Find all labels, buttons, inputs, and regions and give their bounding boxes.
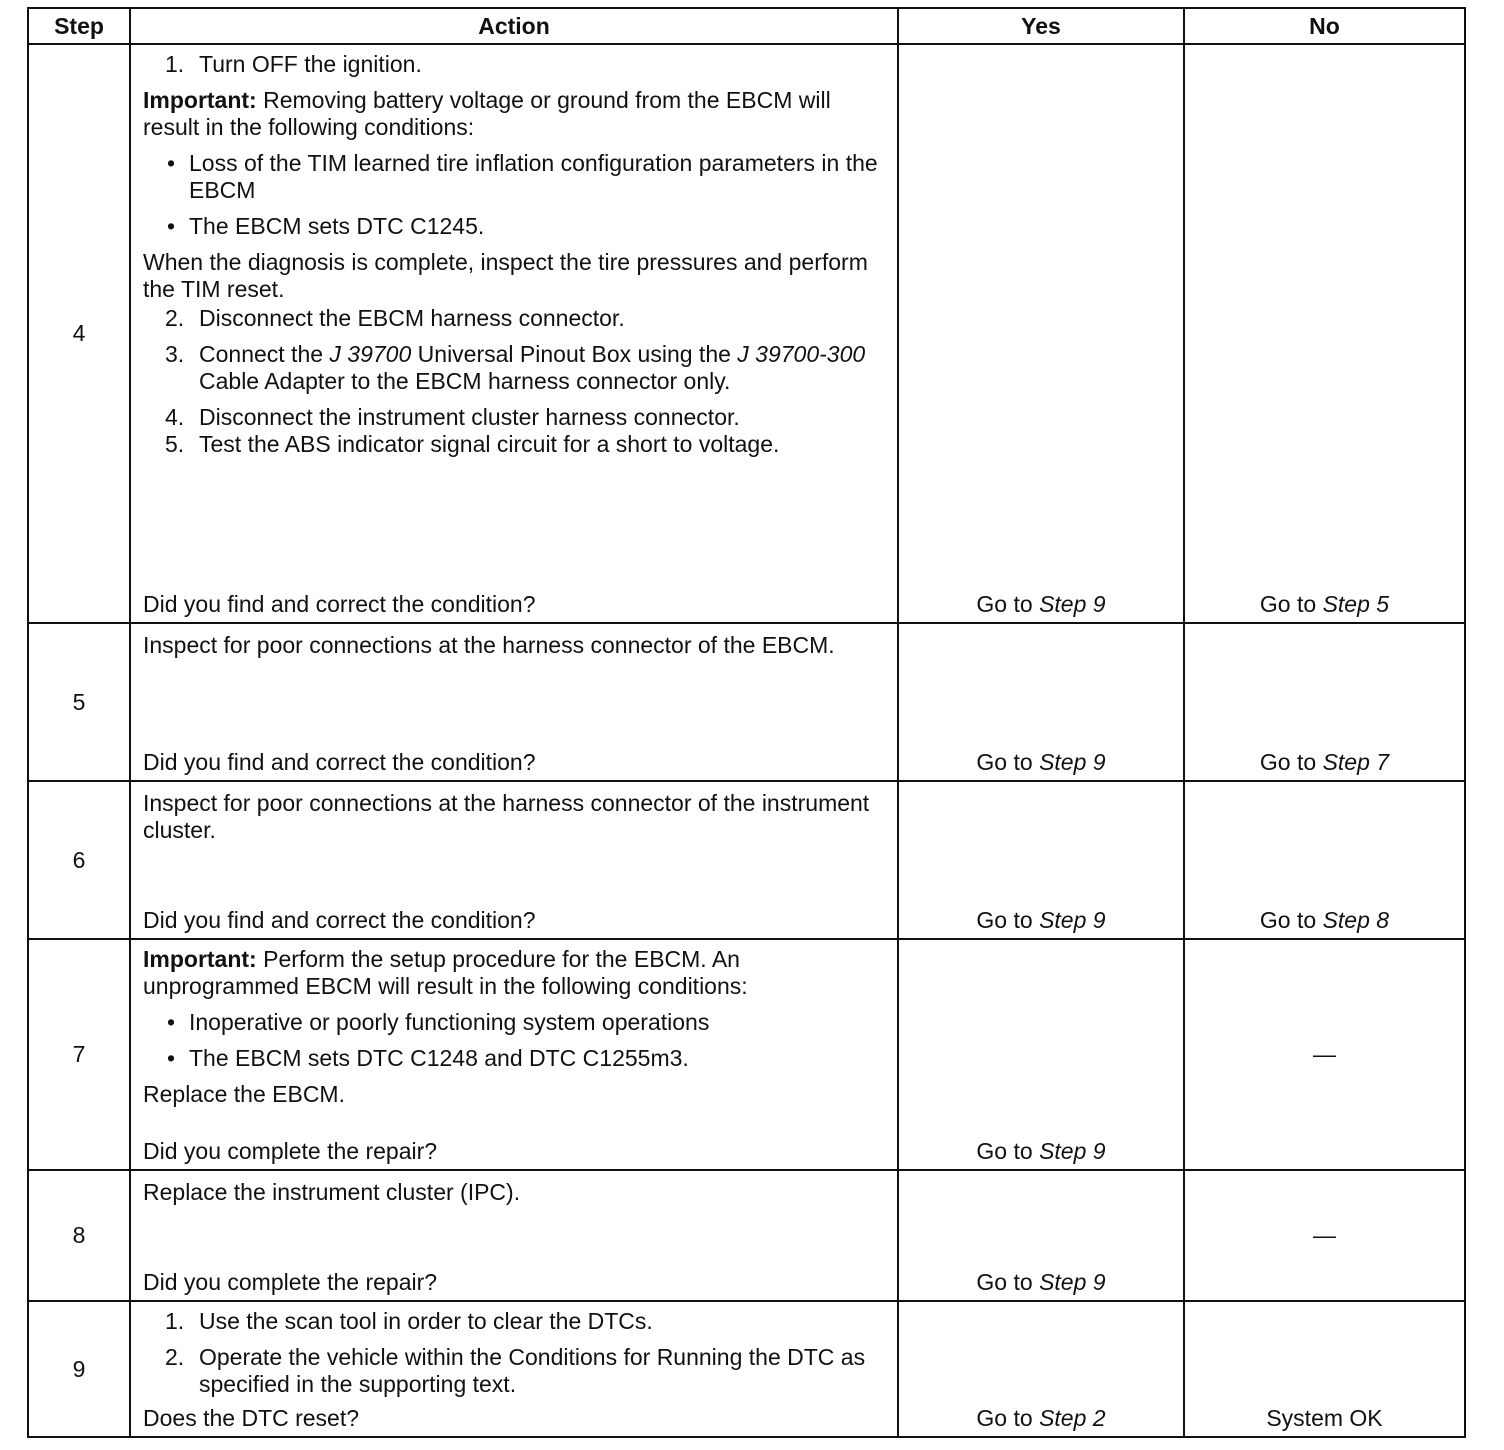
action-text: Inspect for poor connections at the harness connector of the EBCM.: [143, 632, 835, 658]
action-text: Turn OFF the ignition.: [199, 51, 422, 77]
action-cell: [130, 781, 898, 939]
header-row: [28, 8, 1465, 44]
question-text: Did you complete the repair?: [143, 1269, 438, 1295]
yes-step-link[interactable]: Step 9: [1039, 591, 1106, 617]
no-cell: [1184, 1301, 1465, 1437]
bullet-icon: •: [167, 1009, 176, 1035]
table-row: [28, 1170, 1465, 1301]
step-number: 8: [28, 1170, 130, 1301]
go-to-label: Go to: [976, 1269, 1033, 1295]
yes-cell: [898, 623, 1184, 781]
question-text: Did you find and correct the condition?: [143, 749, 536, 775]
action-cell: [130, 623, 898, 781]
action-cell: [130, 939, 898, 1170]
table-row: [28, 44, 1465, 623]
header-no: No: [1184, 8, 1465, 44]
yes-cell: [898, 939, 1184, 1170]
yes-step-link[interactable]: Step 9: [1039, 749, 1106, 775]
list-number: 2.: [165, 1344, 185, 1370]
go-to-label: Go to: [1259, 591, 1317, 617]
yes-step-link[interactable]: Step 2: [1039, 1405, 1106, 1431]
no-cell: [1184, 623, 1465, 781]
action-text: Operate the vehicle within the Conditions for Running the DTC as specified in the supporting text.: [199, 1344, 866, 1397]
yes-step-link[interactable]: Step 9: [1039, 907, 1106, 933]
important-label: Important:: [143, 87, 257, 113]
question-text: Did you find and correct the condition?: [143, 907, 536, 933]
yes-step-link[interactable]: Step 9: [1039, 1138, 1106, 1164]
no-cell: [1184, 44, 1465, 623]
tool-reference: J 39700: [329, 341, 412, 367]
list-number: 4.: [165, 404, 185, 430]
list-number: 2.: [165, 305, 185, 331]
important-label: Important:: [143, 946, 257, 972]
step-number: 9: [28, 1301, 130, 1437]
diagnostic-table: [27, 7, 1466, 1438]
go-to-label: Go to: [976, 907, 1033, 933]
action-cell: [130, 44, 898, 623]
table-row: [28, 939, 1465, 1170]
system-ok-text: System OK: [1266, 1405, 1383, 1431]
header-yes: Yes: [898, 8, 1184, 44]
list-number: 5.: [165, 431, 185, 457]
header-action: Action: [130, 8, 898, 44]
step-number: 6: [28, 781, 130, 939]
action-text: Cable Adapter to the EBCM harness connector only.: [199, 368, 731, 394]
bullet-icon: •: [167, 150, 176, 176]
yes-cell: [898, 781, 1184, 939]
step-number: 7: [28, 939, 130, 1170]
action-text: Replace the EBCM.: [143, 1081, 345, 1107]
table-row: [28, 623, 1465, 781]
question-text: Did you find and correct the condition?: [143, 591, 536, 617]
action-text: Disconnect the EBCM harness connector.: [199, 305, 625, 331]
question-text: Does the DTC reset?: [143, 1405, 360, 1431]
action-text: Connect the: [199, 341, 324, 367]
bullet-icon: •: [167, 1045, 176, 1071]
bullet-icon: •: [167, 213, 176, 239]
question-text: Did you complete the repair?: [143, 1138, 438, 1164]
no-step-link[interactable]: Step 7: [1322, 749, 1390, 775]
bullet-text: The EBCM sets DTC C1248 and DTC C1255m3.: [189, 1045, 689, 1071]
action-text: Use the scan tool in order to clear the DTCs.: [199, 1308, 653, 1334]
no-step-link[interactable]: Step 5: [1322, 591, 1390, 617]
go-to-label: Go to: [1259, 749, 1317, 775]
yes-cell: [898, 1301, 1184, 1437]
no-cell: —: [1184, 1170, 1465, 1301]
yes-step-link[interactable]: Step 9: [1039, 1269, 1106, 1295]
action-text: Test the ABS indicator signal circuit for a short to voltage.: [199, 431, 780, 457]
important-text: Removing battery voltage or ground from the EBCM will result in the following conditions:: [143, 87, 831, 140]
action-text: Inspect for poor connections at the harness connector of the instrument cluster.: [143, 790, 870, 843]
yes-cell: [898, 1170, 1184, 1301]
no-cell: —: [1184, 939, 1465, 1170]
tool-reference: J 39700-300: [737, 341, 866, 367]
no-step-link[interactable]: Step 8: [1322, 907, 1390, 933]
bullet-text: The EBCM sets DTC C1245.: [189, 213, 485, 239]
yes-cell: [898, 44, 1184, 623]
list-number: 1.: [165, 51, 185, 77]
bullet-text: Loss of the TIM learned tire inflation configuration parameters in the EBCM: [189, 150, 878, 203]
list-number: 1.: [165, 1308, 185, 1334]
go-to-label: Go to: [976, 1138, 1033, 1164]
action-text: Universal Pinout Box using the: [417, 341, 731, 367]
list-number: 3.: [165, 341, 185, 367]
table-row: [28, 781, 1465, 939]
go-to-label: Go to: [976, 1405, 1033, 1431]
important-text: Perform the setup procedure for the EBCM. An unprogrammed EBCM will result in the following conditions:: [143, 946, 748, 999]
action-text: Replace the instrument cluster (IPC).: [143, 1179, 521, 1205]
action-cell: [130, 1301, 898, 1437]
go-to-label: Go to: [976, 591, 1033, 617]
action-cell: [130, 1170, 898, 1301]
table-row: [28, 1301, 1465, 1437]
header-step: Step: [28, 8, 130, 44]
go-to-label: Go to: [1259, 907, 1317, 933]
step-number: 5: [28, 623, 130, 781]
go-to-label: Go to: [976, 749, 1033, 775]
no-cell: [1184, 781, 1465, 939]
bullet-text: Inoperative or poorly functioning system operations: [189, 1009, 710, 1035]
step-number: 4: [28, 44, 130, 623]
action-text: When the diagnosis is complete, inspect the tire pressures and perform the TIM reset.: [143, 249, 868, 302]
action-text: Disconnect the instrument cluster harness connector.: [199, 404, 740, 430]
